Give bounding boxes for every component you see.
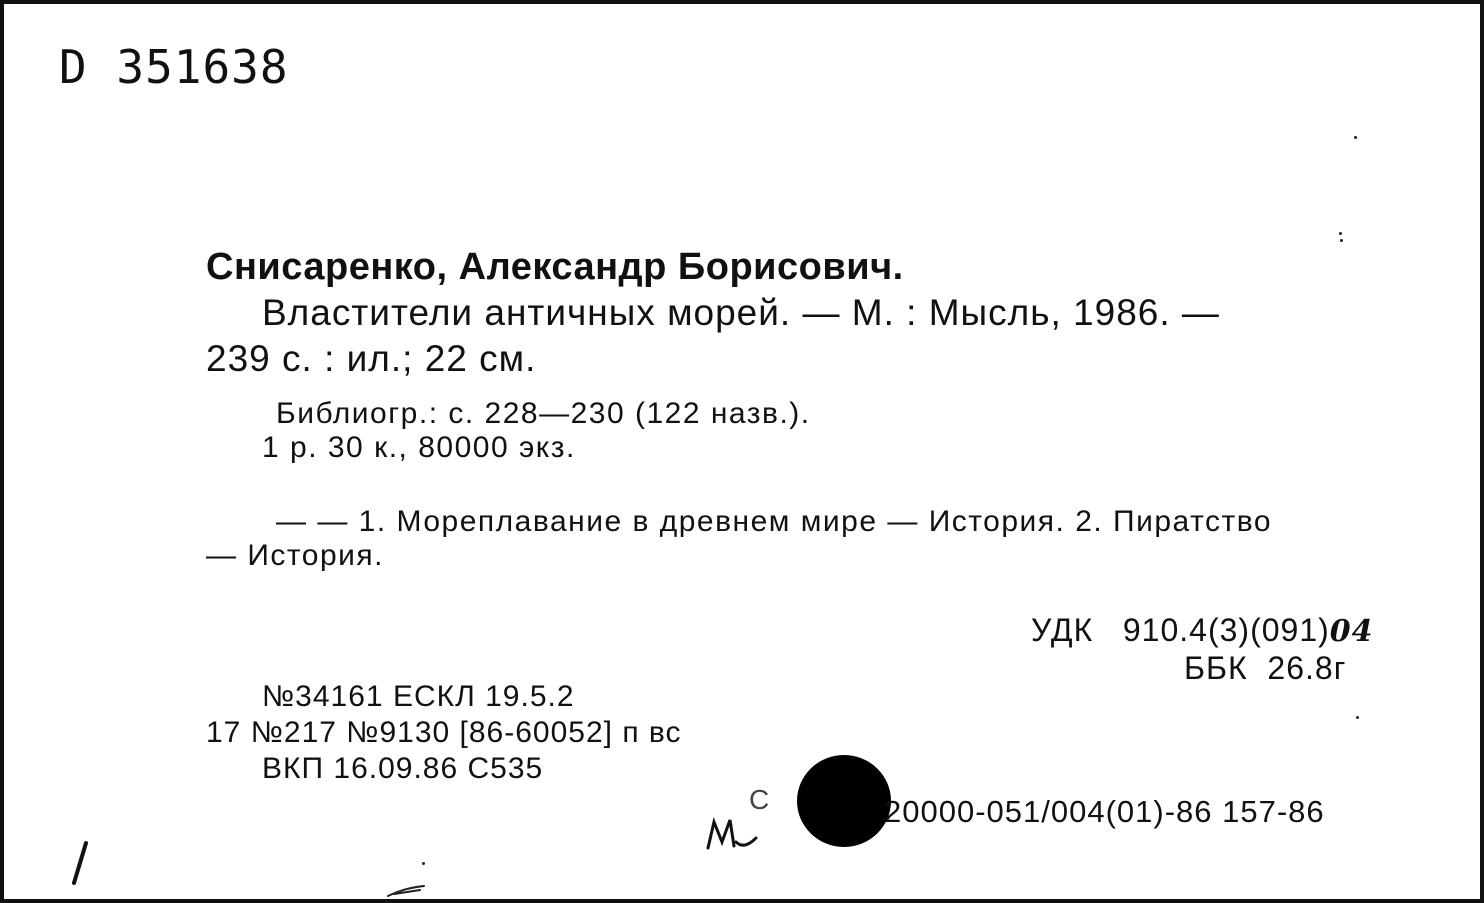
- title-line-2: 239 с. : ил.; 22 см.: [206, 338, 537, 379]
- handwritten-number: [64, 839, 94, 889]
- subjects-line-1: — — 1. Мореплавание в древнем мире — История. 2. Пиратство: [276, 505, 1273, 538]
- speck: [1339, 232, 1342, 235]
- speck: [1340, 239, 1343, 242]
- speck: [1356, 716, 1359, 719]
- handwritten-initials: [704, 812, 764, 852]
- udk-value: 910.4(3)(091): [1122, 612, 1330, 648]
- author-name: Снисаренко, Александр Борисович.: [206, 246, 904, 288]
- bibliography-note: Библиогр.: с. 228—230 (122 назв.).: [276, 397, 811, 430]
- inventory-number: D 351638: [59, 40, 289, 94]
- catalog-code: 20000-051/004(01)-86 157-86: [884, 794, 1325, 829]
- bbk-value: 26.8г: [1267, 650, 1347, 686]
- record-line-3: ВКП 16.09.86 С535: [262, 752, 544, 785]
- title-line-1: Властители античных морей. — М. : Мысль, 1986. —: [262, 292, 1220, 333]
- udk-classification: [1031, 612, 1374, 649]
- subjects-line-2: — История.: [206, 539, 385, 572]
- catalog-letter: С: [749, 784, 770, 815]
- bbk-classification: [1184, 650, 1346, 687]
- record-line-1: №34161 ЕСКЛ 19.5.2: [262, 680, 575, 713]
- record-line-2: 17 №217 №9130 [86-60052] п вс: [206, 716, 682, 749]
- udk-label: УДК: [1031, 612, 1094, 648]
- scribble-mark: [384, 880, 434, 900]
- price-note: 1 р. 30 к., 80000 экз.: [262, 431, 576, 464]
- bbk-label: ББК: [1184, 650, 1248, 686]
- udk-handwritten: 04: [1329, 614, 1374, 649]
- ink-blot: [797, 755, 891, 847]
- speck: [1354, 136, 1357, 139]
- speck: [422, 862, 425, 865]
